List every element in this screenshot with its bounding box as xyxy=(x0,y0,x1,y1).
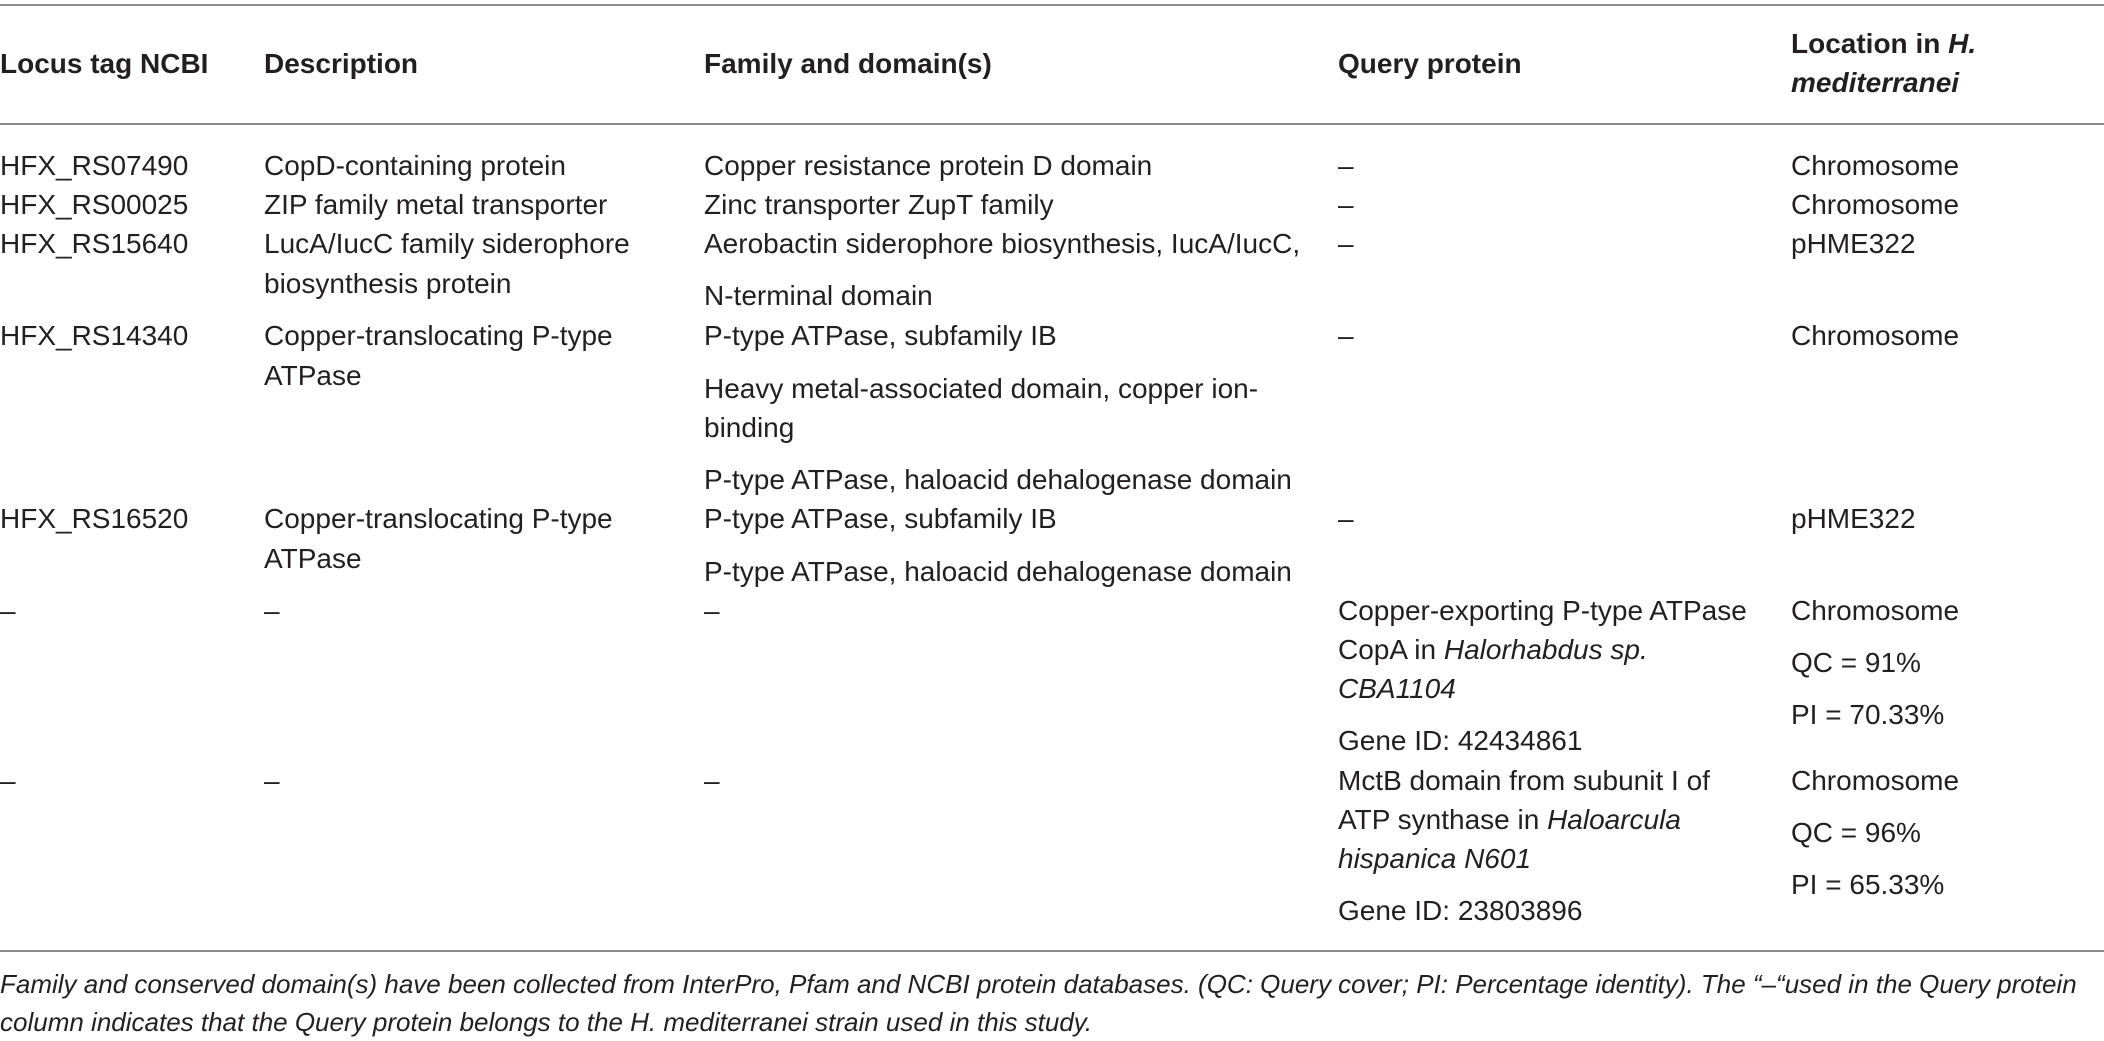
row-5-locus: HFX_RS16520 xyxy=(0,503,189,534)
row-6-location: Chromosome xyxy=(1791,595,1960,626)
row-1-location: Chromosome xyxy=(1791,150,1960,181)
row-6-description: – xyxy=(264,595,280,626)
row-7-pi: PI = 65.33% xyxy=(1791,869,1945,900)
row-7-query-line-1: MctB domain from subunit I of xyxy=(1338,765,1710,796)
row-3-description-line-1: LucA/IucC family siderophore xyxy=(264,228,630,259)
row-6-query-gene: Gene ID: 42434861 xyxy=(1338,725,1583,756)
row-7-description: – xyxy=(264,765,280,796)
row-4-family-line-4: P-type ATPase, haloacid dehalogenase domain xyxy=(704,464,1292,495)
row-1-locus: HFX_RS07490 xyxy=(0,150,189,181)
row-2-description: ZIP family metal transporter xyxy=(264,189,608,220)
header-locus: Locus tag NCBI xyxy=(0,48,209,79)
row-7-family: – xyxy=(704,765,720,796)
row-6-qc: QC = 91% xyxy=(1791,647,1921,678)
row-3-locus: HFX_RS15640 xyxy=(0,228,189,259)
row-5-location: pHME322 xyxy=(1791,503,1916,534)
row-1-family: Copper resistance protein D domain xyxy=(704,150,1153,181)
header-query: Query protein xyxy=(1338,48,1522,79)
row-4-locus: HFX_RS14340 xyxy=(0,320,189,351)
row-4-query: – xyxy=(1338,320,1354,351)
row-5-family-line-1: P-type ATPase, subfamily IB xyxy=(704,503,1057,534)
row-6-query-line-2 xyxy=(1338,630,1648,669)
row-4-family-line-2: Heavy metal-associated domain, copper ion- xyxy=(704,373,1259,404)
row-7-locus: – xyxy=(0,765,16,796)
header-location-line2: mediterranei xyxy=(1791,67,1960,98)
row-7-query-gene: Gene ID: 23803896 xyxy=(1338,895,1583,926)
row-7-query-line-2 xyxy=(1338,800,1681,839)
row-2-family: Zinc transporter ZupT family xyxy=(704,189,1054,220)
row-3-query: – xyxy=(1338,228,1354,259)
header-location-italic: H. xyxy=(1948,28,1977,59)
row-3-family-line-1: Aerobactin siderophore biosynthesis, IucA/IucC, xyxy=(704,228,1301,259)
table-footnote: Family and conserved domain(s) have been collected from InterPro, Pfam and NCBI protein databases. (QC: Query cover; PI: Percentage identity). The “–“used in the Query protein column indicates that the Query protein belongs to the H. mediterranei strain used in this study. xyxy=(0,969,2077,1037)
header-location xyxy=(1791,24,1976,102)
row-6-pi: PI = 70.33% xyxy=(1791,699,1945,730)
row-6-query-line-3: CBA1104 xyxy=(1338,673,1456,704)
row-7-location: Chromosome xyxy=(1791,765,1960,796)
row-2-query: – xyxy=(1338,189,1354,220)
row-3-location: pHME322 xyxy=(1791,228,1916,259)
row-1-query: – xyxy=(1338,150,1354,181)
row-7-query-line-3: hispanica N601 xyxy=(1338,843,1532,874)
row-1-description: CopD-containing protein xyxy=(264,150,566,181)
row-7-query-prefix: ATP synthase in xyxy=(1338,804,1540,835)
row-4-family-line-3: binding xyxy=(704,412,795,443)
header-location-prefix: Location in xyxy=(1791,28,1941,59)
row-7-qc: QC = 96% xyxy=(1791,817,1921,848)
row-4-description-line-1: Copper-translocating P-type xyxy=(264,320,613,351)
row-6-query-organism: Halorhabdus sp. xyxy=(1443,634,1648,665)
row-5-query: – xyxy=(1338,503,1354,534)
row-3-family-line-2: N-terminal domain xyxy=(704,280,933,311)
row-6-locus: – xyxy=(0,595,16,626)
row-4-location: Chromosome xyxy=(1791,320,1960,351)
row-4-description-line-2: ATPase xyxy=(264,360,362,391)
row-4-family-line-1: P-type ATPase, subfamily IB xyxy=(704,320,1057,351)
row-3-description-line-2: biosynthesis protein xyxy=(264,268,512,299)
header-rule xyxy=(0,123,2104,125)
table-top-rule xyxy=(0,4,2104,6)
header-family: Family and domain(s) xyxy=(704,48,992,79)
row-5-description-line-1: Copper-translocating P-type xyxy=(264,503,613,534)
table-bottom-rule xyxy=(0,950,2104,952)
row-2-location: Chromosome xyxy=(1791,189,1960,220)
row-2-locus: HFX_RS00025 xyxy=(0,189,189,220)
row-6-query-prefix: CopA in xyxy=(1338,634,1437,665)
row-6-family: – xyxy=(704,595,720,626)
row-5-description-line-2: ATPase xyxy=(264,543,362,574)
header-description: Description xyxy=(264,48,419,79)
row-7-query-organism: Haloarcula xyxy=(1547,804,1681,835)
row-5-family-line-2: P-type ATPase, haloacid dehalogenase domain xyxy=(704,556,1292,587)
row-6-query-line-1: Copper-exporting P-type ATPase xyxy=(1338,595,1747,626)
